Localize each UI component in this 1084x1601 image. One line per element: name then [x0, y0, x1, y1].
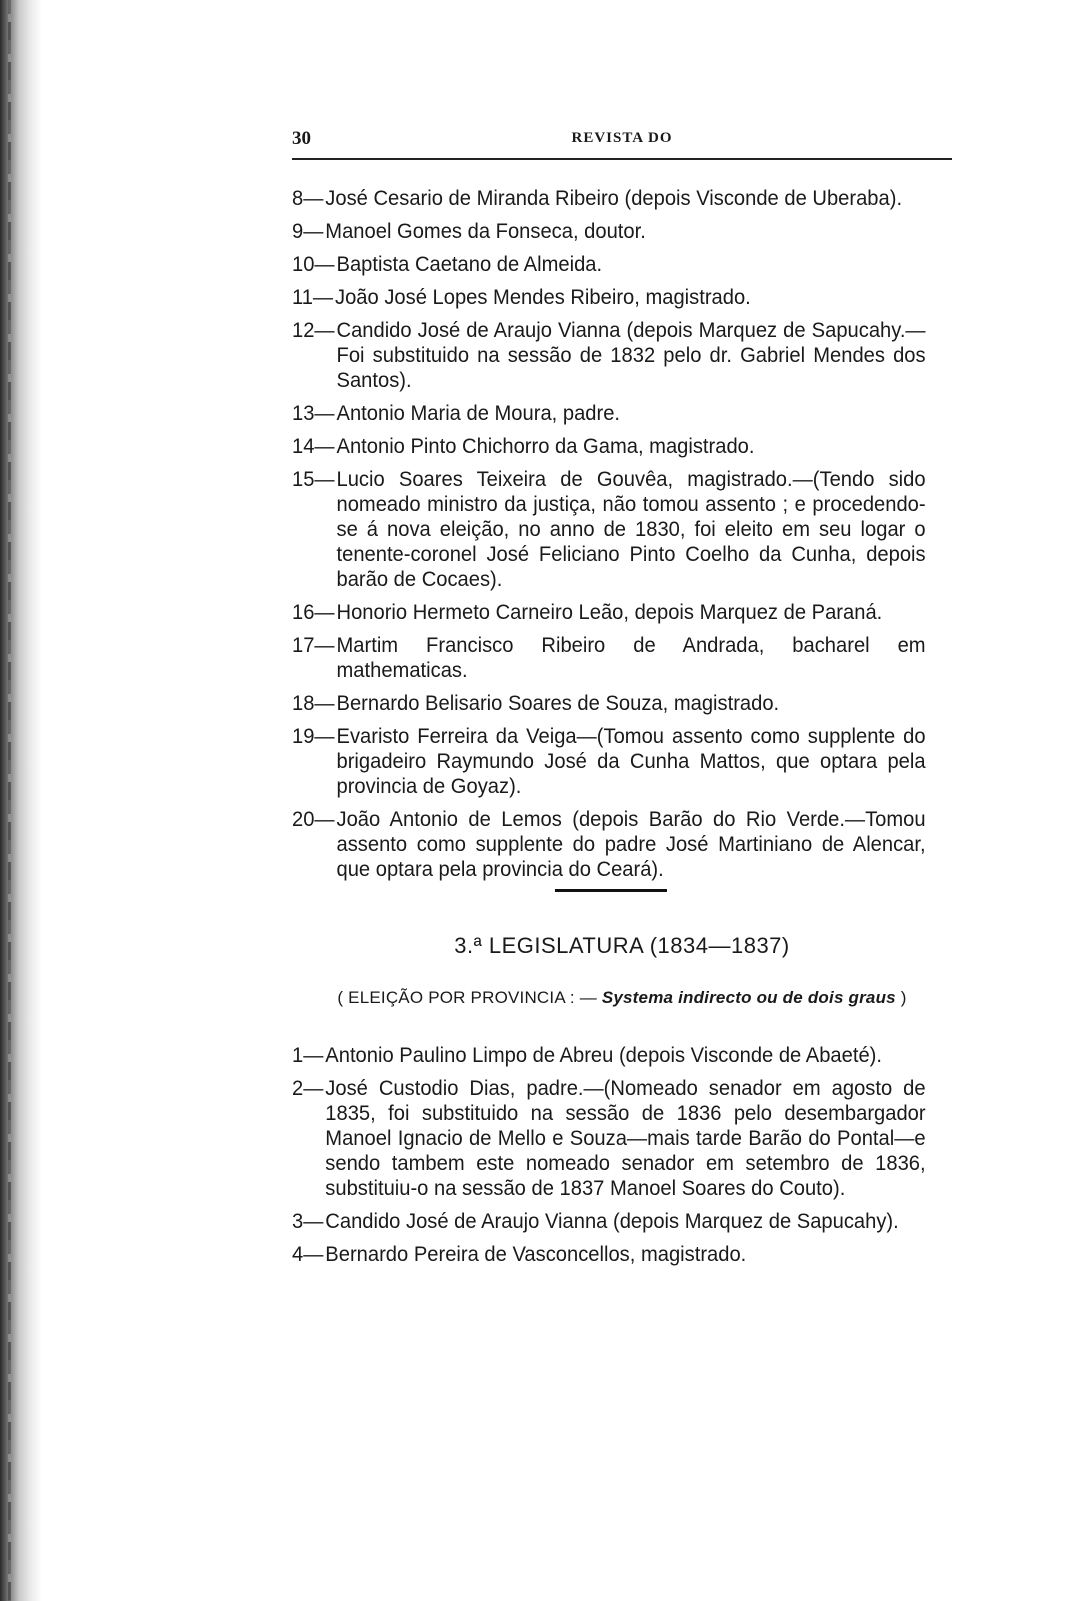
list-entry: [292, 600, 926, 625]
entry-text: Honorio Hermeto Carneiro Leão, depois Marquez de Paraná.: [336, 601, 883, 624]
entry-text: Lucio Soares Teixeira de Gouvêa, magistrado.—(Tendo sido nomeado ministro da justiça, não tomou assento ; e procedendo-se á nova eleição, no anno de 1830, foi eleito em seu logar o tenente-coronel José Feliciano Pinto Coelho da Cunha, depois barão de Cocaes).: [336, 468, 926, 591]
section-divider: [555, 889, 667, 892]
entry-text: Antonio Pinto Chichorro da Gama, magistrado.: [336, 435, 755, 458]
entry-number: 13—: [292, 402, 335, 425]
list-entry: [292, 691, 926, 716]
entry-number: 12—: [292, 319, 335, 342]
list-entry: [292, 467, 926, 592]
entry-text: Antonio Maria de Moura, padre.: [336, 402, 621, 425]
entry-number: 15—: [292, 468, 335, 491]
entry-text: Antonio Paulino Limpo de Abreu (depois Visconde de Abaeté).: [325, 1044, 882, 1067]
list-entry: [292, 285, 926, 310]
section-subtitle: [292, 988, 952, 1008]
list-entry: [292, 1242, 926, 1267]
entry-number: 3—: [292, 1210, 324, 1233]
list-entry: [292, 1209, 926, 1234]
entry-number: 17—: [292, 634, 335, 657]
entry-number: 16—: [292, 601, 335, 624]
entry-number: 10—: [292, 253, 335, 276]
header-rule: [292, 158, 952, 160]
entry-text: Manoel Gomes da Fonseca, doutor.: [325, 220, 646, 243]
entry-number: 2—: [292, 1077, 324, 1100]
entry-text: Martim Francisco Ribeiro de Andrada, bacharel em mathematicas.: [336, 634, 926, 682]
list-entry: [292, 633, 926, 683]
subtitle-prefix: ( ELEIÇÃO POR PROVINCIA : —: [337, 988, 602, 1007]
entry-text: José Custodio Dias, padre.—(Nomeado senador em agosto de 1835, foi substituido na sessão de 1836 pelo desembargador Manoel Ignacio de Mello e Souza—mais tarde Barão do Pontal—e sendo tambem este nomeado senador em setembro de 1836, substituiu-o na sessão de 1837 Manoel Soares do Couto).: [325, 1077, 926, 1200]
entry-text: João José Lopes Mendes Ribeiro, magistrado.: [335, 286, 751, 309]
page-number: 30: [292, 128, 311, 149]
entry-number: 8—: [292, 187, 324, 210]
entry-text: Candido José de Araujo Vianna (depois Marquez de Sapucahy).: [325, 1210, 899, 1233]
list-entry: [292, 401, 926, 426]
entry-number: 9—: [292, 220, 324, 243]
list-entry: [292, 1076, 926, 1201]
list-entry: [292, 186, 926, 211]
entry-number: 14—: [292, 435, 335, 458]
deputy-list-third-legislature: [292, 1043, 952, 1275]
entry-number: 11—: [292, 286, 334, 309]
entry-text: Candido José de Araujo Vianna (depois Marquez de Sapucahy.—Foi substituido na sessão de 1832 pelo dr. Gabriel Mendes dos Santos).: [336, 319, 926, 392]
list-entry: [292, 318, 926, 393]
entry-text: Bernardo Belisario Soares de Souza, magistrado.: [336, 692, 780, 715]
entry-number: 1—: [292, 1044, 324, 1067]
entry-text: Baptista Caetano de Almeida.: [336, 253, 603, 276]
entry-text: Bernardo Pereira de Vasconcellos, magistrado.: [325, 1243, 747, 1266]
deputy-list-previous-legislature: [292, 186, 952, 890]
list-entry: [292, 807, 926, 882]
running-head: REVISTA DO: [571, 130, 673, 146]
list-entry: [292, 724, 926, 799]
entry-number: 18—: [292, 692, 335, 715]
page-header: [292, 128, 952, 158]
list-entry: [292, 1043, 926, 1068]
entry-number: 19—: [292, 725, 335, 748]
entry-text: Evaristo Ferreira da Veiga—(Tomou assento como supplente do brigadeiro Raymundo José da Cunha Mattos, que optara pela provincia de Goyaz).: [336, 725, 926, 798]
section-title: 3.ª LEGISLATURA (1834—1837): [454, 933, 790, 958]
entry-text: José Cesario de Miranda Ribeiro (depois Visconde de Uberaba).: [325, 187, 903, 210]
list-entry: [292, 252, 926, 277]
book-spine-edge: [0, 0, 42, 1601]
entry-number: 20—: [292, 808, 335, 831]
list-entry: [292, 434, 926, 459]
entry-text: João Antonio de Lemos (depois Barão do Rio Verde.—Tomou assento como supplente do padre José Martiniano de Alencar, que optara pela provincia do Ceará).: [336, 808, 926, 881]
entry-number: 4—: [292, 1243, 324, 1266]
subtitle-italic: Systema indirecto ou de dois graus: [601, 988, 896, 1007]
subtitle-suffix: ): [895, 988, 907, 1007]
list-entry: [292, 219, 926, 244]
